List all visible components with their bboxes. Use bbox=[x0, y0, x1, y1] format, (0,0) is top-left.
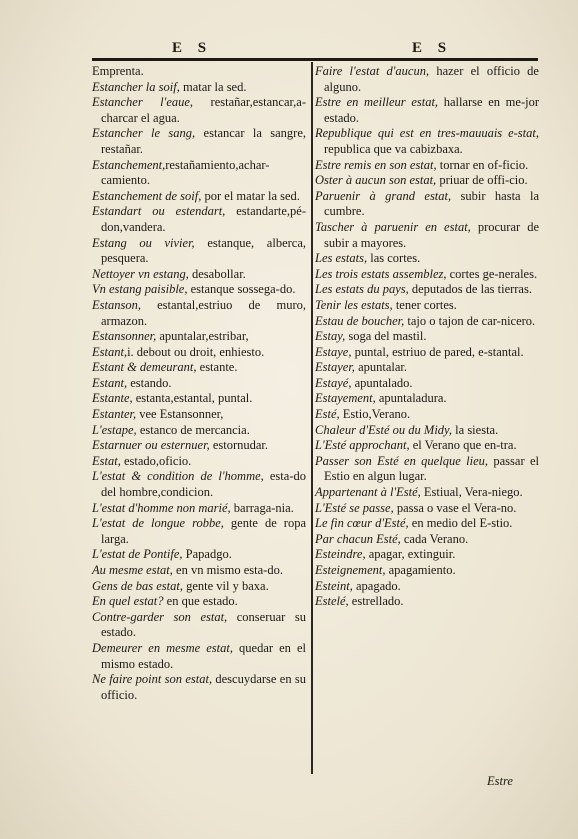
catchword: Estre bbox=[487, 774, 513, 788]
dictionary-entry bbox=[315, 267, 539, 283]
entry-headword: Estelé, bbox=[315, 594, 349, 609]
entry-definition: en vn mismo esta-do. bbox=[172, 563, 283, 577]
entry-headword: L'estat de longue robbe, bbox=[92, 516, 224, 531]
dictionary-entry bbox=[315, 501, 539, 517]
entry-definition: Estio,Verano. bbox=[339, 407, 411, 422]
entry-headword: Estarnuer ou esternuer, bbox=[92, 438, 210, 453]
entry-headword: Contre-garder son estat, bbox=[92, 609, 228, 624]
entry-headword: Gens de bas estat, bbox=[92, 578, 183, 593]
entry-definition: estanta,estantal, puntal. bbox=[132, 391, 253, 406]
running-header bbox=[92, 40, 538, 58]
entry-headword: Estant & demeurant, bbox=[92, 360, 197, 375]
entry-definition: hallarse en me-jor estado. bbox=[324, 95, 539, 125]
dictionary-entry bbox=[92, 501, 306, 517]
entry-headword: L'Esté se passe, bbox=[315, 500, 394, 515]
entry-definition: estantal,estriuo de muro, armazon. bbox=[101, 297, 306, 328]
entry-definition: Papadgo. bbox=[182, 547, 232, 562]
entry-headword: Esteindre, bbox=[315, 547, 366, 562]
entry-headword: Nettoyer vn estang, bbox=[92, 266, 189, 281]
dictionary-entry bbox=[315, 423, 539, 439]
entry-definition: apagar, extinguir. bbox=[365, 547, 456, 562]
dictionary-entry bbox=[92, 469, 306, 500]
dictionary-entry bbox=[92, 438, 306, 454]
entry-headword: Estancher le sang, bbox=[92, 126, 196, 141]
entry-headword: Estant, bbox=[92, 344, 128, 359]
entry-definition: Emprenta. bbox=[92, 64, 144, 78]
dictionary-entry bbox=[92, 376, 306, 392]
entry-definition: deputados de las tierras. bbox=[408, 282, 532, 297]
entry-definition: restañamiento,achar-camiento. bbox=[101, 157, 270, 188]
dictionary-entry bbox=[92, 204, 306, 235]
entry-definition: barraga-nia. bbox=[230, 500, 294, 515]
entry-definition: estanque sossega-do. bbox=[187, 282, 296, 297]
dictionary-entry bbox=[92, 516, 306, 547]
dictionary-entry bbox=[315, 126, 539, 157]
entry-definition: matar la sed. bbox=[179, 79, 247, 94]
entry-headword: Chaleur d'Esté ou du Midy, bbox=[315, 422, 453, 437]
entry-headword: Estanter, bbox=[92, 407, 137, 422]
entry-definition: estando. bbox=[127, 375, 172, 390]
entry-definition: procurar de subir a mayores. bbox=[324, 219, 539, 250]
entry-definition: esta-do del hombre,condicion. bbox=[101, 469, 306, 500]
dictionary-entry bbox=[315, 173, 539, 189]
entry-headword: Estanchement de soif, bbox=[92, 188, 202, 203]
entry-headword: Estandart ou estendart, bbox=[92, 204, 226, 219]
dictionary-entry bbox=[315, 376, 539, 392]
entry-headword: Estayé, bbox=[315, 375, 352, 390]
dictionary-entry bbox=[92, 345, 306, 361]
dictionary-entry bbox=[315, 298, 539, 314]
dictionary-entry bbox=[315, 64, 539, 95]
entry-definition: estrellado. bbox=[348, 594, 404, 609]
entry-headword: Faire l'estat d'aucun, bbox=[315, 64, 430, 78]
entry-headword: L'estape, bbox=[92, 422, 137, 437]
dictionary-entry bbox=[315, 579, 539, 595]
dictionary-entry bbox=[92, 360, 306, 376]
entry-headword: Passer son Esté en quelque lieu, bbox=[315, 453, 488, 468]
dictionary-entry bbox=[315, 594, 539, 610]
entry-definition: passa o vase el Vera-no. bbox=[393, 500, 517, 515]
entry-headword: Estayement, bbox=[315, 391, 376, 406]
entry-definition: republica que va cabizbaxa. bbox=[324, 141, 463, 156]
entry-definition: estado,oficio. bbox=[120, 453, 192, 468]
entry-definition: apuntaladura. bbox=[375, 391, 447, 406]
entry-headword: Estayer, bbox=[315, 360, 355, 375]
entry-headword: Paruenir à grand estat, bbox=[315, 188, 452, 203]
dictionary-entry bbox=[315, 220, 539, 251]
entry-definition: descuydarse en su officio. bbox=[101, 672, 307, 702]
entry-headword: En quel estat? bbox=[92, 594, 164, 609]
entry-headword: Estaye, bbox=[315, 344, 352, 359]
dictionary-entry bbox=[315, 532, 539, 548]
dictionary-entry bbox=[315, 407, 539, 423]
entry-headword: Esteignement, bbox=[315, 563, 386, 577]
entry-definition: apuntalar,estribar, bbox=[156, 329, 249, 344]
entry-definition: tener cortes. bbox=[392, 297, 457, 312]
dictionary-entry bbox=[315, 95, 539, 126]
entry-headword: L'estat & condition de l'homme, bbox=[92, 469, 264, 484]
entry-definition: vee Estansonner, bbox=[136, 407, 224, 422]
entry-definition: gente de ropa larga. bbox=[101, 516, 306, 546]
entry-headword: Estante, bbox=[92, 391, 133, 406]
dictionary-entry bbox=[92, 298, 306, 329]
entry-headword: Les estats, bbox=[315, 251, 368, 266]
dictionary-entry bbox=[92, 610, 306, 641]
dictionary-entry bbox=[92, 672, 306, 703]
entry-definition: puntal, estriuo de pared, e-stantal. bbox=[351, 344, 524, 359]
entry-definition: en medio del E-stio. bbox=[408, 516, 513, 531]
dictionary-entry bbox=[315, 329, 539, 345]
entry-definition: cortes ge-nerales. bbox=[446, 266, 538, 281]
entry-headword: L'estat d'homme non marié, bbox=[92, 500, 231, 515]
dictionary-entry bbox=[315, 391, 539, 407]
dictionary-entry bbox=[315, 485, 539, 501]
entry-definition: estante. bbox=[196, 360, 238, 375]
entry-headword: Estau de boucher, bbox=[315, 313, 405, 328]
entry-definition: estancar la sangre, restañar. bbox=[101, 126, 306, 156]
entry-definition: en que estado. bbox=[163, 594, 238, 609]
dictionary-entry bbox=[92, 158, 306, 189]
dictionary-entry bbox=[315, 360, 539, 376]
dictionary-entry bbox=[92, 189, 306, 205]
entry-definition: passar el Estio en algun lugar. bbox=[324, 453, 539, 484]
dictionary-entry bbox=[92, 282, 306, 298]
dictionary-entry bbox=[315, 282, 539, 298]
entry-headword: Estre en meilleur estat, bbox=[315, 95, 439, 110]
header-left: E S bbox=[172, 40, 213, 56]
entry-definition: estanco de mercancia. bbox=[136, 422, 250, 437]
entry-definition: i. debout ou droit, enhiesto. bbox=[127, 344, 265, 359]
entry-headword: Estanchement, bbox=[92, 157, 166, 172]
dictionary-entry bbox=[92, 579, 306, 595]
entry-definition: quedar en el mismo estado. bbox=[101, 640, 306, 671]
header-right: E S bbox=[412, 40, 453, 56]
dictionary-entry bbox=[315, 158, 539, 174]
entry-headword: Les trois estats assemblez, bbox=[315, 266, 447, 281]
entry-definition: soga del mastil. bbox=[345, 329, 427, 344]
entry-headword: Estanson, bbox=[92, 297, 141, 312]
dictionary-entry bbox=[315, 314, 539, 330]
entry-definition: tornar en of-ficio. bbox=[436, 157, 529, 172]
entry-definition: gente vil y baxa. bbox=[182, 578, 269, 593]
entry-definition: apagamiento. bbox=[385, 563, 456, 577]
entry-definition: la siesta. bbox=[452, 422, 499, 437]
dictionary-entry bbox=[92, 236, 306, 267]
dictionary-entry bbox=[315, 189, 539, 220]
entry-headword: Estay, bbox=[315, 329, 346, 344]
dictionary-entry bbox=[315, 454, 539, 485]
entry-definition: restañar,estancar,a-charcar el agua. bbox=[101, 95, 306, 125]
entry-headword: Les estats du pays, bbox=[315, 282, 409, 297]
entry-definition: tajo o tajon de car-nicero. bbox=[404, 313, 536, 328]
dictionary-entry bbox=[92, 64, 306, 80]
entry-headword: Estancher l'eaue, bbox=[92, 95, 194, 110]
entry-headword: Par chacun Esté, bbox=[315, 531, 401, 546]
entry-definition: desabollar. bbox=[188, 266, 246, 281]
entry-headword: Au mesme estat, bbox=[92, 563, 173, 577]
header-rule bbox=[92, 58, 538, 61]
dictionary-entry bbox=[92, 594, 306, 610]
dictionary-entry bbox=[92, 267, 306, 283]
entry-definition: apuntalar. bbox=[354, 360, 408, 375]
dictionary-entry bbox=[92, 407, 306, 423]
dictionary-entry bbox=[92, 454, 306, 470]
entry-headword: Esteint, bbox=[315, 578, 353, 593]
entry-headword: Republique qui est en tres-mauuais e-stat, bbox=[315, 126, 539, 141]
entry-headword: Estant, bbox=[92, 375, 128, 390]
entry-headword: Ne faire point son estat, bbox=[92, 672, 213, 687]
entry-headword: L'Esté approchant, bbox=[315, 438, 410, 453]
entry-headword: Oster à aucun son estat, bbox=[315, 173, 437, 188]
column-divider bbox=[311, 62, 313, 774]
dictionary-entry bbox=[92, 391, 306, 407]
entry-definition: el Verano que en-tra. bbox=[409, 438, 517, 453]
entry-headword: Estansonner, bbox=[92, 329, 157, 344]
entry-headword: Appartenant à l'Esté, bbox=[315, 485, 421, 500]
dictionary-entry bbox=[315, 563, 539, 579]
dictionary-entry bbox=[92, 563, 306, 579]
dictionary-entry bbox=[315, 547, 539, 563]
entry-definition: las cortes. bbox=[367, 251, 421, 266]
dictionary-entry bbox=[315, 438, 539, 454]
entry-headword: Estat, bbox=[92, 453, 121, 468]
dictionary-entry bbox=[315, 516, 539, 532]
entry-definition: estandarte,pé-don,vandera. bbox=[101, 204, 306, 234]
entry-definition: conseruar su estado. bbox=[101, 609, 306, 640]
entry-definition: subir hasta la cumbre. bbox=[324, 188, 539, 219]
entry-definition: Estiual, Vera-niego. bbox=[420, 485, 523, 500]
entry-definition: cada Verano. bbox=[400, 531, 469, 546]
entry-definition: priuar de offi-cio. bbox=[436, 173, 528, 188]
dictionary-entry bbox=[92, 126, 306, 157]
dictionary-entry bbox=[315, 345, 539, 361]
dictionary-entry bbox=[92, 95, 306, 126]
entry-headword: Demeurer en mesme estat, bbox=[92, 640, 233, 655]
left-column bbox=[92, 64, 306, 703]
entry-headword: L'estat de Pontife, bbox=[92, 547, 183, 562]
entry-definition: por el matar la sed. bbox=[201, 188, 300, 203]
entry-definition: estanque, alberca, pesquera. bbox=[101, 235, 307, 266]
dictionary-entry bbox=[92, 423, 306, 439]
dictionary-entry bbox=[92, 80, 306, 96]
entry-definition: apuntalado. bbox=[351, 375, 413, 390]
entry-headword: Estre remis en son estat, bbox=[315, 157, 437, 172]
entry-headword: Esté, bbox=[315, 407, 340, 422]
entry-headword: Le fin cœur d'Esté, bbox=[315, 516, 409, 531]
entry-definition: apagado. bbox=[352, 578, 401, 593]
right-column bbox=[315, 64, 539, 610]
entry-headword: Vn estang paisible, bbox=[92, 282, 188, 297]
dictionary-entry bbox=[92, 329, 306, 345]
entry-headword: Estancher la soif, bbox=[92, 79, 180, 94]
entry-headword: Tenir les estats, bbox=[315, 297, 393, 312]
dictionary-entry bbox=[92, 547, 306, 563]
entry-definition: estornudar. bbox=[209, 438, 269, 453]
entry-headword: Tascher à paruenir en estat, bbox=[315, 219, 471, 234]
entry-definition: hazer el officio de alguno. bbox=[324, 64, 539, 94]
dictionary-entry bbox=[315, 251, 539, 267]
dictionary-entry bbox=[92, 641, 306, 672]
entry-headword: Estang ou vivier, bbox=[92, 235, 195, 250]
